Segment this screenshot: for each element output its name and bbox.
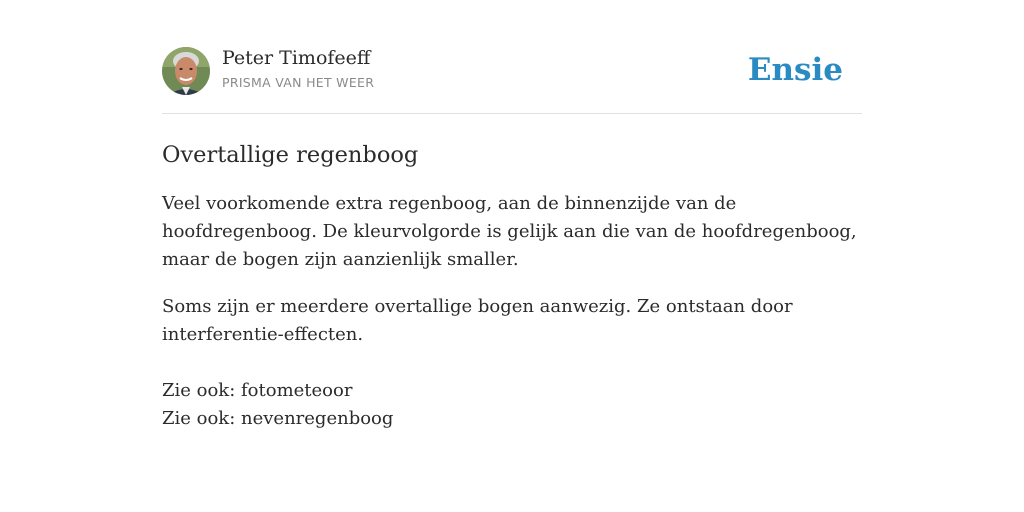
author-avatar[interactable] <box>162 47 210 95</box>
see-also-nevenregenboog[interactable]: Zie ook: nevenregenboog <box>162 408 394 429</box>
article-title: Overtallige regenboog <box>162 142 419 168</box>
see-also-fotometeoor[interactable]: Zie ook: fotometeoor <box>162 380 353 401</box>
brand-logo-link[interactable]: Ensie <box>747 52 843 88</box>
author-name[interactable]: Peter Timofeeff <box>222 47 371 69</box>
article-paragraph: Soms zijn er meerdere overtallige bogen aanwezig. Ze ontstaan door interferentie-effecten. <box>162 296 793 345</box>
article-paragraph: Veel voorkomende extra regenboog, aan de binnenzijde van de hoofdregenboog. De kleurvolgorde is gelijk aan die van de hoofdregenboog, maar de bogen zijn aanzienlijk smaller. <box>162 193 857 270</box>
article-card <box>162 44 862 433</box>
author-subtitle: PRISMA VAN HET WEER <box>222 75 375 90</box>
article-header <box>162 44 862 114</box>
see-also-list <box>162 377 862 433</box>
person-avatar-icon <box>162 47 210 95</box>
